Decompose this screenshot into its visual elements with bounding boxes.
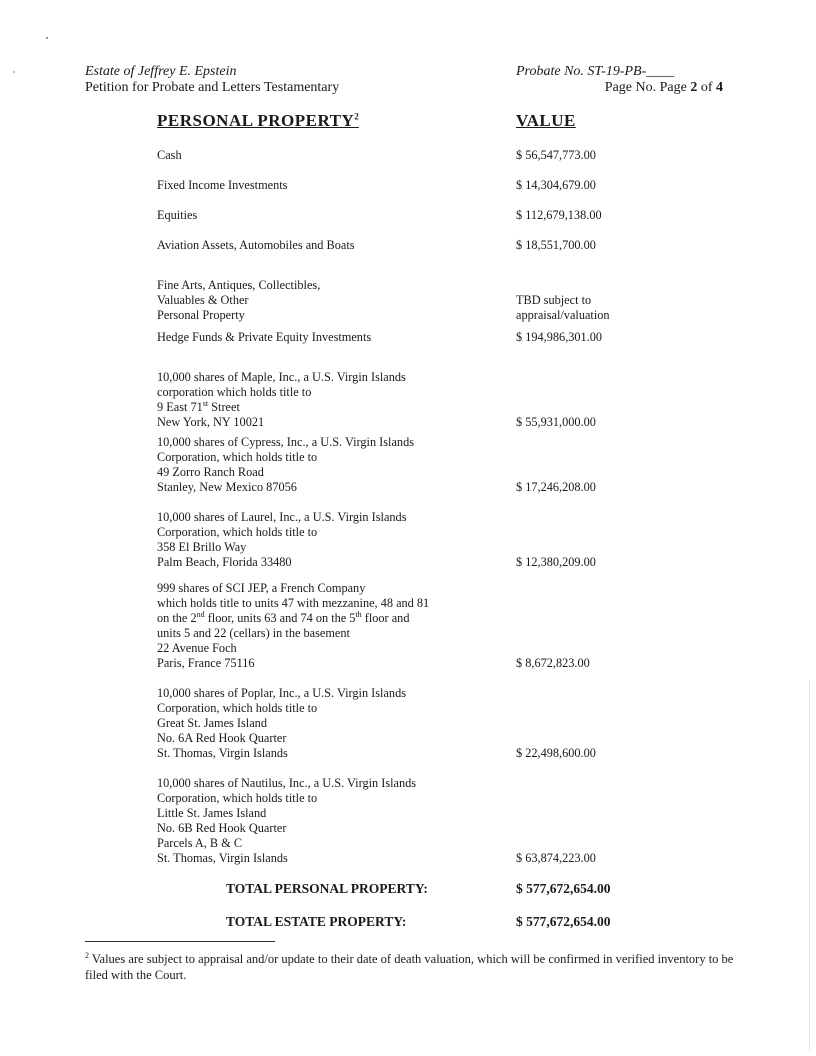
property-row — [157, 510, 637, 570]
property-description — [157, 178, 487, 193]
personal-property-heading-text: PERSONAL PROPERTY — [157, 111, 355, 130]
property-description-line: 49 Zorro Ranch Road — [157, 465, 264, 479]
property-description — [157, 330, 487, 345]
property-row — [157, 435, 637, 495]
property-description-line: Hedge Funds & Private Equity Investments — [157, 330, 372, 344]
property-description — [157, 686, 487, 761]
property-value-line: $ 18,551,700.00 — [516, 238, 596, 252]
property-description — [157, 370, 487, 430]
property-value-line: appraisal/valuation — [516, 308, 610, 322]
property-value-line: $ 8,672,823.00 — [516, 656, 590, 670]
property-description-line: Little St. James Island — [157, 806, 267, 820]
scan-speck — [46, 37, 48, 39]
property-description — [157, 510, 487, 570]
scan-speck — [13, 71, 15, 73]
property-description — [157, 435, 487, 495]
property-description-line: Corporation, which holds title to — [157, 791, 318, 805]
property-value-line: $ 14,304,679.00 — [516, 178, 596, 192]
property-row — [157, 178, 637, 193]
property-description-line: Parcels A, B & C — [157, 836, 243, 850]
case-title: Estate of Jeffrey E. Epstein — [85, 64, 237, 79]
property-description-line: Corporation, which holds title to — [157, 525, 318, 539]
property-description-line: Aviation Assets, Automobiles and Boats — [157, 238, 355, 252]
property-value — [516, 293, 610, 323]
property-value — [516, 208, 602, 223]
total-estate-property-value: $ 577,672,654.00 — [516, 914, 611, 929]
property-value-line: $ 56,547,773.00 — [516, 148, 596, 162]
property-description-line: Great St. James Island — [157, 716, 267, 730]
footnote-number: 2 — [85, 950, 89, 960]
property-description-line: units 5 and 22 (cellars) in the basement — [157, 626, 350, 640]
property-row — [157, 148, 637, 163]
property-description-line: 358 El Brillo Way — [157, 540, 247, 554]
page-number — [500, 80, 723, 96]
property-row — [157, 278, 637, 323]
property-description-line: Paris, France 75116 — [157, 656, 255, 670]
scan-edge — [809, 680, 810, 1050]
property-description-line: Valuables & Other — [157, 293, 249, 307]
property-description-line: corporation which holds title to — [157, 385, 312, 399]
property-description-line: Cash — [157, 148, 182, 162]
property-value-line: $ 12,380,209.00 — [516, 555, 596, 569]
total-personal-property-value: $ 577,672,654.00 — [516, 881, 611, 896]
property-description-line: No. 6B Red Hook Quarter — [157, 821, 287, 835]
property-value-line: $ 112,679,138.00 — [516, 208, 602, 222]
property-description-line: 22 Avenue Foch — [157, 641, 237, 655]
property-description-line: No. 6A Red Hook Quarter — [157, 731, 287, 745]
property-value — [516, 555, 596, 570]
property-value — [516, 238, 596, 253]
property-description-line: which holds title to units 47 with mezzanine, 48 and 81 — [157, 596, 430, 610]
page-number-current: 2 — [690, 80, 698, 95]
property-value — [516, 480, 596, 495]
property-value — [516, 851, 596, 866]
property-description — [157, 208, 487, 223]
property-value-line: $ 55,931,000.00 — [516, 415, 596, 429]
page-number-of: of — [697, 80, 716, 95]
property-value-line: TBD subject to — [516, 293, 592, 307]
property-description-line: 10,000 shares of Nautilus, Inc., a U.S. Virgin Islands — [157, 776, 417, 790]
property-description-line: Personal Property — [157, 308, 245, 322]
property-value — [516, 148, 596, 163]
property-value — [516, 415, 596, 430]
property-description-line: Corporation, which holds title to — [157, 450, 318, 464]
property-description — [157, 238, 487, 253]
footnote-text: Values are subject to appraisal and/or update to their date of death valuation, which will be confirmed in verified inventory to be filed with the Court. — [85, 952, 734, 982]
property-row — [157, 330, 637, 345]
property-description-line: 10,000 shares of Cypress, Inc., a U.S. Virgin Islands — [157, 435, 415, 449]
property-description-line: 10,000 shares of Maple, Inc., a U.S. Virgin Islands — [157, 370, 406, 384]
total-personal-property-label: TOTAL PERSONAL PROPERTY: — [226, 881, 428, 896]
total-estate-property-label: TOTAL ESTATE PROPERTY: — [226, 914, 407, 929]
personal-property-heading — [157, 111, 359, 131]
property-description — [157, 148, 487, 163]
property-description-line: 9 East 71st Street — [157, 398, 240, 414]
property-row — [157, 208, 637, 223]
property-row — [157, 238, 637, 253]
property-row — [157, 686, 637, 761]
footnote — [85, 951, 735, 983]
property-description-line: St. Thomas, Virgin Islands — [157, 746, 288, 760]
property-description-line: 10,000 shares of Poplar, Inc., a U.S. Virgin Islands — [157, 686, 407, 700]
property-description-line: Equities — [157, 208, 198, 222]
property-value-line: $ 22,498,600.00 — [516, 746, 596, 760]
property-description-line: St. Thomas, Virgin Islands — [157, 851, 288, 865]
property-description-line: Fine Arts, Antiques, Collectibles, — [157, 278, 321, 292]
property-row — [157, 776, 637, 866]
property-value — [516, 746, 596, 761]
page-number-total: 4 — [716, 80, 723, 95]
property-row — [157, 370, 637, 430]
probate-number: Probate No. ST-19-PB-____ — [516, 64, 675, 79]
property-description-line: Fixed Income Investments — [157, 178, 288, 192]
property-value — [516, 330, 602, 345]
property-row — [157, 581, 637, 671]
property-value — [516, 178, 596, 193]
property-description-line: Stanley, New Mexico 87056 — [157, 480, 297, 494]
property-description-line: 999 shares of SCI JEP, a French Company — [157, 581, 366, 595]
footnote-mark: 2 — [354, 111, 359, 122]
property-description — [157, 581, 487, 671]
property-description — [157, 278, 487, 323]
property-description-line: 10,000 shares of Laurel, Inc., a U.S. Virgin Islands — [157, 510, 407, 524]
property-description-line: Corporation, which holds title to — [157, 701, 318, 715]
property-description-line: New York, NY 10021 — [157, 415, 265, 429]
property-value-line: $ 17,246,208.00 — [516, 480, 596, 494]
petition-subtitle: Petition for Probate and Letters Testamentary — [85, 80, 340, 95]
property-description — [157, 776, 487, 866]
property-value-line: $ 63,874,223.00 — [516, 851, 596, 865]
property-description-line: Palm Beach, Florida 33480 — [157, 555, 292, 569]
property-value-line: $ 194,986,301.00 — [516, 330, 603, 344]
footnote-rule — [85, 941, 275, 942]
page-number-prefix: Page No. Page — [604, 80, 691, 95]
property-description-line: on the 2nd floor, units 63 and 74 on the 5th floor and — [157, 609, 410, 625]
property-value — [516, 656, 590, 671]
value-heading: VALUE — [516, 111, 576, 130]
